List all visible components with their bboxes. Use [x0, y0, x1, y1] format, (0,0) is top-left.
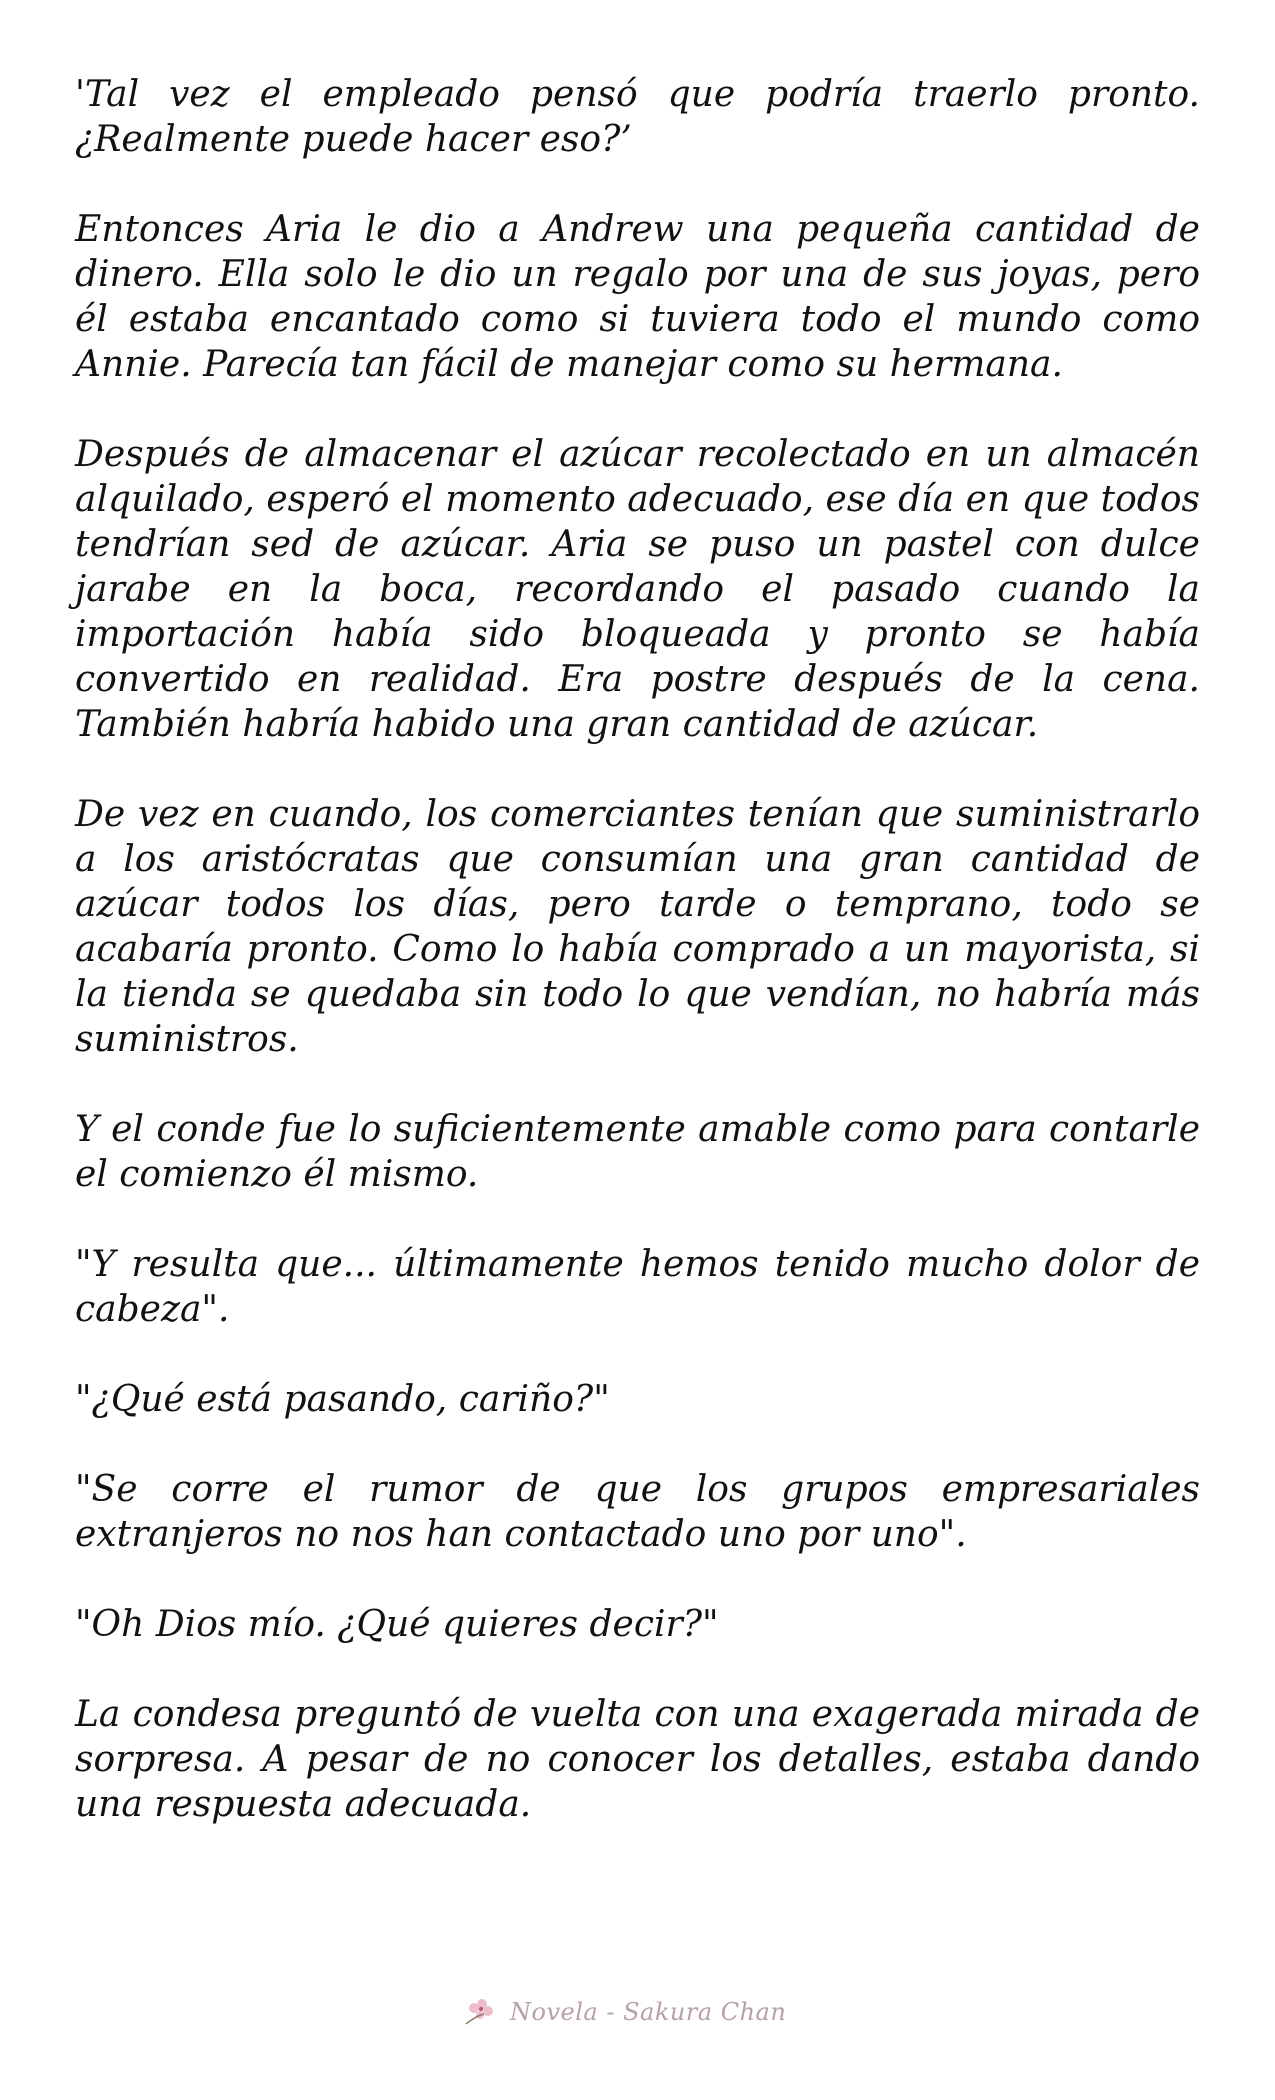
paragraph: Después de almacenar el azúcar recolectado en un almacén alquilado, esperó el momento adecuado, ese día en que todos tendrían sed de azúcar. Aria se puso un pastel con dulce jarabe en la boca, recordando el pasado cuando la importación había sido bloqueada y pronto se había convertido en realidad. Era postre después de la cena. También habría habido una gran cantidad de azúcar. — [75, 434, 1200, 745]
paragraph: Y el conde fue lo suficientemente amable como para contarle el comienzo él mismo. — [75, 1109, 1200, 1195]
watermark-text: Novela - Sakura Chan — [510, 1998, 787, 2026]
document-body — [75, 72, 1200, 1872]
paragraph: La condesa preguntó de vuelta con una exagerada mirada de sorpresa. A pesar de no conocer los detalles, estaba dando una respuesta adecuada. — [75, 1694, 1200, 1825]
paragraph: "Se corre el rumor de que los grupos empresariales extranjeros no nos han contactado uno por uno". — [75, 1469, 1200, 1555]
paragraph: "Y resulta que... últimamente hemos tenido mucho dolor de cabeza". — [75, 1244, 1200, 1330]
watermark — [462, 1990, 822, 2034]
sakura-flower-icon — [462, 1994, 502, 2030]
paragraph: 'Tal vez el empleado pensó que podría traerlo pronto. ¿Realmente puede hacer eso?’ — [75, 74, 1200, 160]
paragraph: Entonces Aria le dio a Andrew una pequeña cantidad de dinero. Ella solo le dio un regalo por una de sus joyas, pero él estaba encantado como si tuviera todo el mundo como Annie. Parecía tan fácil de manejar como su hermana. — [75, 209, 1200, 385]
paragraph: "¿Qué está pasando, cariño?" — [75, 1379, 610, 1420]
paragraph: De vez en cuando, los comerciantes tenían que suministrarlo a los aristócratas que consumían una gran cantidad de azúcar todos los días, pero tarde o temprano, todo se acabaría pronto. Como lo había comprado a un mayorista, si la tienda se quedaba sin todo lo que vendían, no habría más suministros. — [75, 794, 1200, 1060]
paragraph: "Oh Dios mío. ¿Qué quieres decir?" — [75, 1604, 719, 1645]
